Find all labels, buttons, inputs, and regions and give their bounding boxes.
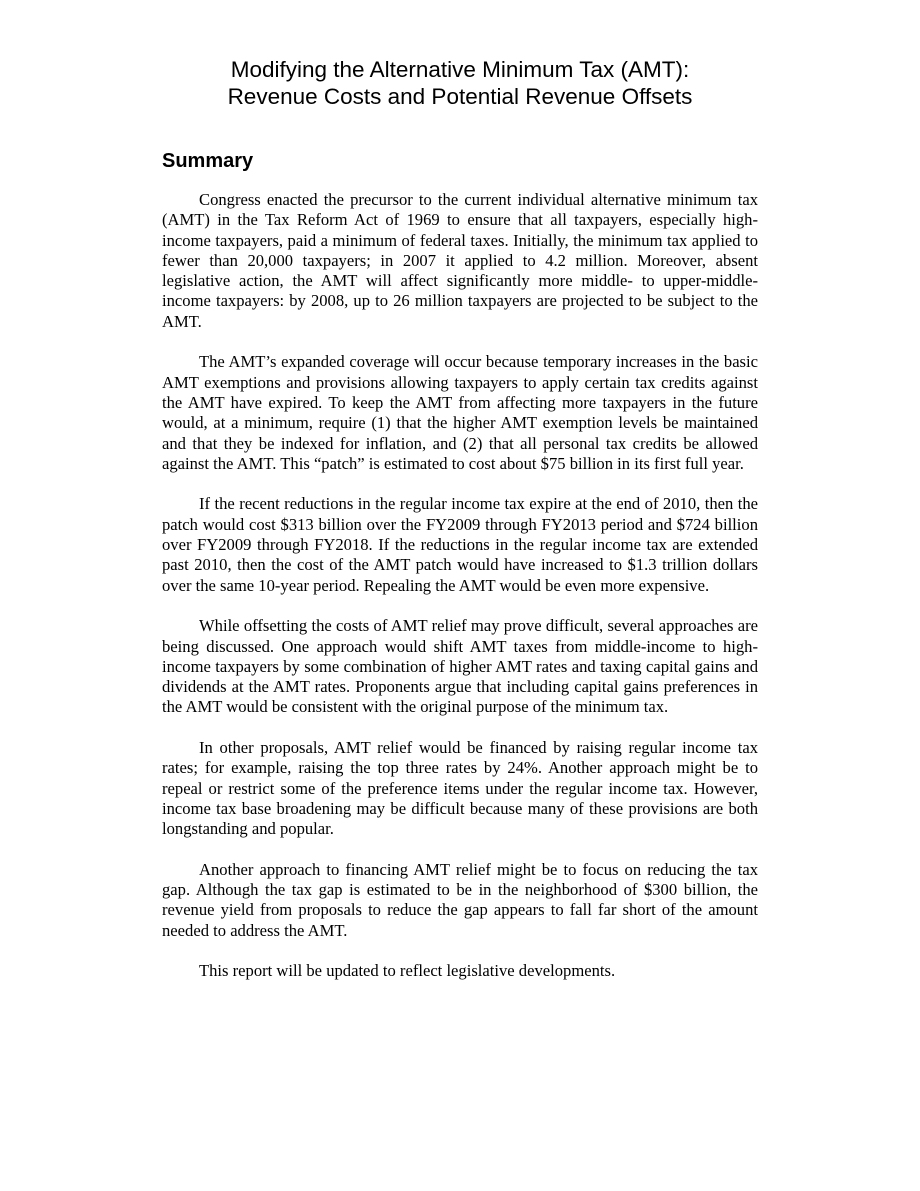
summary-paragraph-1: Congress enacted the precursor to the current individual alternative minimum tax (AMT) in the Tax Reform Act of 1969 to ensure that all taxpayers, especially high-income taxpayers, paid a minimum of federal taxes. Initially, the minimum tax applied to fewer than 20,000 taxpayers; in 2007 it applied to 4.2 million. Moreover, absent legislative action, the AMT will affect significantly more middle- to upper-middle-income taxpayers: by 2008, up to 26 million taxpayers are projected to be subject to the AMT. <box>162 190 758 331</box>
section-heading-summary: Summary <box>162 150 254 172</box>
document-page <box>162 56 758 1002</box>
title-line-2: Revenue Costs and Potential Revenue Offsets <box>227 84 693 109</box>
summary-paragraph-7: This report will be updated to reflect legislative developments. <box>199 961 616 981</box>
document-title <box>162 56 758 110</box>
summary-paragraph-6: Another approach to financing AMT relief might be to focus on reducing the tax gap. Although the tax gap is estimated to be in the neighborhood of $300 billion, the revenue yield from proposals to reduce the gap appears to fall far short of the amount needed to address the AMT. <box>162 859 758 940</box>
summary-body <box>162 190 758 982</box>
title-line-1: Modifying the Alternative Minimum Tax (AMT): <box>230 57 690 82</box>
summary-paragraph-5: In other proposals, AMT relief would be financed by raising regular income tax rates; for example, raising the top three rates by 24%. Another approach might be to repeal or restrict some of the preference items under the regular income tax. However, income tax base broadening may be difficult because many of these provisions are both longstanding and popular. <box>162 738 758 839</box>
summary-paragraph-2: The AMT’s expanded coverage will occur because temporary increases in the basic AMT exemptions and provisions allowing taxpayers to apply certain tax credits against the AMT have expired. To keep the AMT from affecting more taxpayers in the future would, at a minimum, require (1) that the higher AMT exemption levels be maintained and that they be indexed for inflation, and (2) that all personal tax credits be allowed against the AMT. This “patch” is estimated to cost about $75 billion in its first full year. <box>162 352 758 473</box>
summary-paragraph-4: While offsetting the costs of AMT relief may prove difficult, several approaches are being discussed. One approach would shift AMT taxes from middle-income to high-income taxpayers by some combination of higher AMT rates and taxing capital gains and dividends at the AMT rates. Proponents argue that including capital gains preferences in the AMT would be consistent with the original purpose of the minimum tax. <box>162 616 758 717</box>
summary-paragraph-3: If the recent reductions in the regular income tax expire at the end of 2010, then the patch would cost $313 billion over the FY2009 through FY2013 period and $724 billion over FY2009 through FY2018. If the reductions in the regular income tax are extended past 2010, then the cost of the AMT patch would have increased to $1.3 trillion dollars over the same 10-year period. Repealing the AMT would be even more expensive. <box>162 494 758 595</box>
